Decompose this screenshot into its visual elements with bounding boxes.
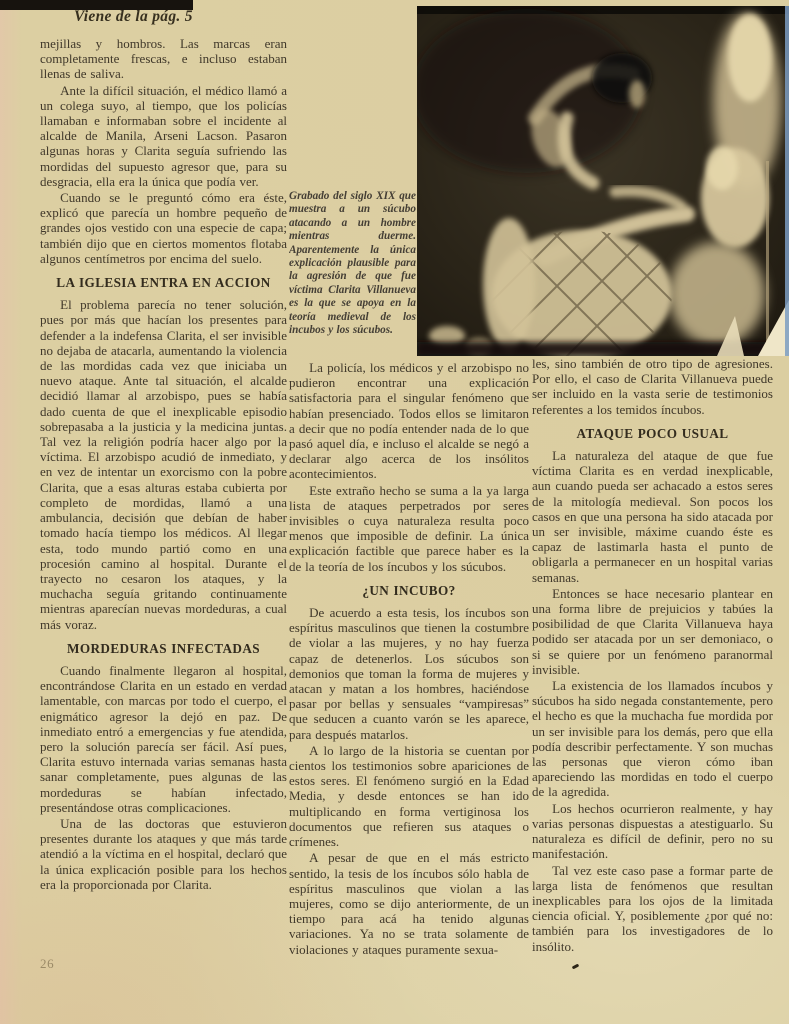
middle-column: [289, 360, 529, 1020]
paragraph: Cuando se le preguntó cómo era éste, explicó que parecía un hombre pequeño de grandes ojos vestido con una especie de capa; también dijo que en ciertos momentos flotaba algunos centímetros por encima del suelo.: [40, 190, 287, 266]
paragraph: El problema parecía no tener solución, pues por más que hacían los presentes para defender a la indefensa Clarita, el ser invisible no dejaba de atacarla, aumentando la violencia de las mordidas cada vez que iniciaba un nuevo ataque. Ante tal situación, el alcalde decidió llamar al arzobispo, pues se había dado cuenta de que el inexplicable episodio sobrepasaba a la justicia y la medicina juntas. Tal vez la religión podría hacer algo por la víctima. El arzobispo acudió de inmediato, y en vez de intentar un exorcismo con la pobre Clarita, que a esas alturas estaba cubierta por completo de mordidas, llamó a una ambulancia, decisión que debían de haber tomado hacía tiempo los médicos. Al llegar esta, todo mundo partió como en una procesión camino al hospital. Durante el trayecto no cesaron los ataques, y la muchacha seguía gritando continuamente mientras aparecían nuevas mordeduras, a cual más voraz.: [40, 297, 287, 632]
paragraph: Entonces se hace necesario plantear en una forma libre de prejuicios y tabúes la posibilidad de que Clarita Villanueva haya podido ser atacada por un ser demoniaco, o si se quiere por un fenómeno paranormal invisible.: [532, 585, 773, 677]
left-column: [40, 36, 287, 966]
paragraph: La existencia de los llamados íncubos y súcubos ha sido negada constantemente, pero el hecho es que la muchacha fue mordida por un ser invisible para los demás, pero que ella podía describir perfectamente. Y son muchas las personas que vieron cómo iban apareciendo las mordidas en todo el cuerpo de la agredida.: [532, 678, 773, 800]
paragraph: Los hechos ocurrieron realmente, y hay varias personas dispuestas a atestiguarlo. Su naturaleza es difícil de definir, pero no su manifestación.: [532, 800, 773, 862]
section-heading-mordeduras: MORDEDURAS INFECTADAS: [67, 640, 260, 656]
section-heading-ataque: ATAQUE POCO USUAL: [576, 425, 729, 441]
paragraph: Cuando finalmente llegaron al hospital, encontrándose Clarita en un estado en verdad lamentable, con marcas por todo el cuerpo, el enigmático agresor la dejó en paz. De inmediato entró a emergencias y fue atendida, pero la solución parecía ser fácil. Así pues, Clarita estuvo internada varias semanas hasta sanar completamente, pues algunas de las mordeduras se habían infectado, presentándose otras complicaciones.: [40, 662, 287, 815]
continued-from-label: Viene de la pág. 5: [74, 8, 193, 25]
paragraph: Tal vez este caso pase a formar parte de larga lista de fenómenos que resultan inexplicables para los ojos de la limitada ciencia oficial. Y, posiblemente ¿por qué no: también para los investigadores de lo insólito.: [532, 862, 773, 954]
engraving-image: [417, 6, 789, 356]
paragraph: A pesar de que en el más estricto sentido, la tesis de los íncubos sólo habla de espíritus masculinos que violan a las mujeres, como se dijo anteriormente, de un tiempo para acá ha tenido algunas variaciones. Ya no se trata solamente de violaciones y ataques puramente sexua-: [289, 850, 529, 957]
paragraph: mejillas y hombros. Las marcas eran completamente frescas, e incluso estaban llenas de saliva.: [40, 36, 287, 82]
section-heading-iglesia: LA IGLESIA ENTRA EN ACCION: [56, 275, 271, 291]
paragraph: Este extraño hecho se suma a la ya larga lista de ataques perpetrados por seres invisibles o cuya naturaleza resulta poco menos que imposible de definir. La única explicación factible que parece haber es la de la teoría de los íncubos y los súcubos.: [289, 482, 529, 574]
image-caption: Grabado del siglo XIX que muestra a un súcubo atacando a un hombre mientras duerme. Aparentemente la única explicación plausible para la agresión de que fue víctima Clarita Villanueva es la que se apoya en la teoría medieval de los incubos y los súcubos.: [289, 190, 416, 337]
paragraph: Ante la difícil situación, el médico llamó a un colega suyo, al tiempo, que los policías llamaban e informaban sobre el incidente al alcalde de Manila, Arseni Lacson. Pasaron algunas horas y Clarita seguía sufriendo las mordidas del supuesto agresor que, para su desgracia, ella era la única que podía ver.: [40, 82, 287, 189]
engraving-svg: [417, 6, 789, 356]
paragraph: La policía, los médicos y el arzobispo no pudieron encontrar una explicación satisfactoria para el singular fenómeno que habían presenciado. Todos ellos se limitaron a decir que no podía entender nada de lo que pasó aquel día, e incluso el alcalde se negó a declarar algo acerca de los insólitos acontecimientos.: [289, 360, 529, 482]
section-heading-incubo: ¿UN INCUBO?: [362, 582, 456, 598]
paragraph: Una de las doctoras que estuvieron presentes durante los ataques y que más tarde atendió a la víctima en el hospital, declaró que la única explicación posible para los hechos era la proporcionada por Clarita.: [40, 815, 287, 892]
paragraph: La naturaleza del ataque de que fue víctima Clarita es en verdad inexplicable, aun cuando pueda ser achacado a estos seres de la mitología medieval. Son pocos los casos en que una persona ha sido atacada por un ser invisible, máxime cuando éste es capaz de lastimarla hasta el punto de obligarla a permanecer en un hospital varias semanas.: [532, 448, 773, 585]
page-number: 26: [40, 956, 55, 971]
paragraph: les, sino también de otro tipo de agresiones. Por ello, el caso de Clarita Villanueva puede ser incluido en la vasta serie de testimonios referentes a los temidos íncubos.: [532, 356, 773, 417]
right-column: [532, 356, 773, 1020]
paragraph: De acuerdo a esta tesis, los íncubos son espíritus masculinos que tienen la costumbre de violar a las mujeres, y no hay fuerza capaz de detenerlos. Los súcubos son demonios que toman la forma de mujeres y atacan y matan a los hombres, haciéndose pasar por bellas y sensuales “vampiresas” que seducen a cuanto varón se les aparece, para después matarlos.: [289, 605, 529, 742]
paragraph: A lo largo de la historia se cuentan por cientos los testimonios sobre apariciones de estos seres. El fenómeno surgió en la Edad Media, y desde entonces se han ido multiplicando en forma vertiginosa los documentos que refieren sus ataques o crímenes.: [289, 742, 529, 850]
